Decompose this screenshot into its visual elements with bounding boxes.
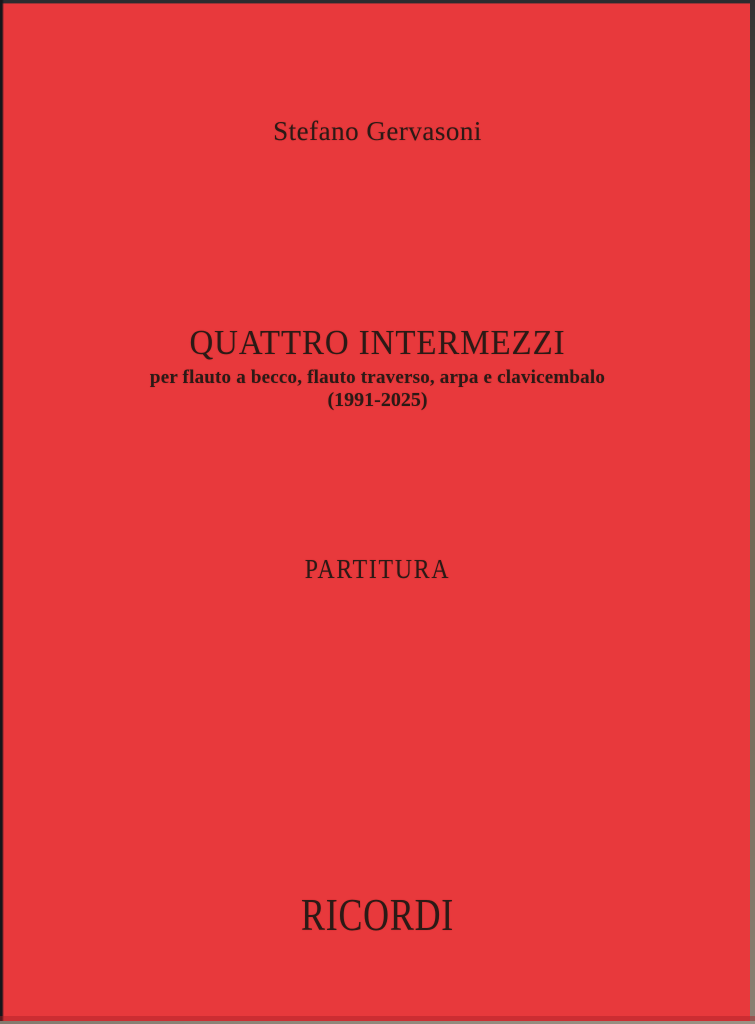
- scan-edge-left: [0, 0, 4, 1024]
- instrumentation-subtitle: per flauto a becco, flauto traverso, arpa e clavicembalo: [149, 367, 606, 388]
- scan-edge-top: [0, 0, 755, 4]
- publisher-logo: RICORDI: [301, 889, 454, 940]
- composer-name: Stefano Gervasoni: [273, 116, 482, 146]
- work-title: QUATTRO INTERMEZZI: [189, 323, 566, 362]
- edition-type-label: PARTITURA: [304, 554, 451, 584]
- scan-edge-right: [750, 0, 755, 1024]
- composition-years: (1991-2025): [327, 389, 428, 411]
- scan-edge-bottom-shade: [0, 1016, 755, 1021]
